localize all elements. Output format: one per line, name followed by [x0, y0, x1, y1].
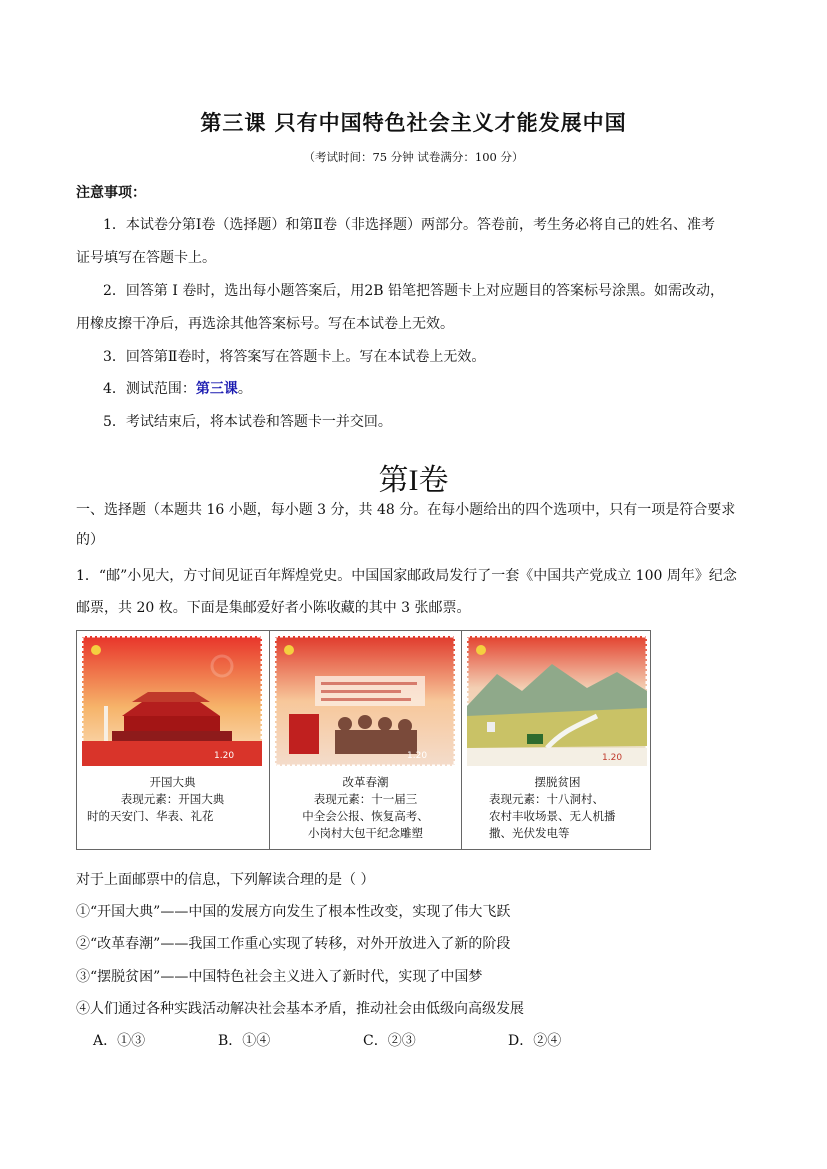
notice-4: [103, 378, 252, 398]
stamp-name: 开国大典: [149, 775, 196, 789]
test-scope: 第三课: [195, 381, 238, 397]
stamp-caption-2: [270, 774, 461, 842]
notice-3: 3．回答第Ⅱ卷时，将答案写在答题卡上。写在本试卷上无效。: [103, 349, 486, 365]
stamp-caption-1: [77, 774, 268, 825]
exam-info: （考试时间：75 分钟 试卷满分：100 分）: [303, 150, 524, 164]
stamp-desc-line: 小岗村大包干纪念雕塑: [308, 826, 423, 840]
stamp-cell-3: [461, 631, 653, 849]
stamp-desc-line: 中全会公报、恢复高考、: [302, 809, 429, 823]
stamp-desc-line: 农村丰收场景、无人机播: [489, 809, 616, 823]
stamp-image-reform: [275, 636, 455, 766]
stamp-name: 改革春潮: [342, 775, 389, 789]
option-c[interactable]: C．②③: [363, 1033, 416, 1049]
stamp-image-tiananmen: [82, 636, 262, 766]
option-a[interactable]: A．①③: [93, 1033, 146, 1049]
stamp-desc-line: 表现元素：开国大典: [120, 792, 225, 806]
notice-2a: 2．回答第 Ⅰ 卷时，选出每小题答案后，用2B 铅笔把答题卡上对应题目的答案标号涂黑。如需改动，: [103, 283, 724, 299]
notice-4-label: 4．测试范围：: [103, 381, 196, 397]
statement-2: ②“改革春潮”——我国工作重心实现了转移，对外开放进入了新的阶段: [76, 936, 511, 952]
notice-heading: 注意事项：: [76, 185, 146, 201]
stamp-name: 摆脱贫困: [534, 775, 581, 789]
stamp-denomination: 1.20: [214, 751, 235, 761]
q1-stem-1: 1．“邮”小见大，方寸间见证百年辉煌党史。中国国家邮政局发行了一套《中国共产党成立 100 周年》纪念: [76, 568, 737, 584]
stamp-denomination: 1.20: [407, 751, 428, 761]
stamp-cell-2: [269, 631, 461, 849]
statement-1: ①“开国大典”——中国的发展方向发生了根本性改变，实现了伟大飞跃: [76, 904, 511, 920]
section-title: 第I卷: [378, 464, 449, 497]
notice-1b: 证号填写在答题卡上。: [76, 250, 216, 266]
notice-2b: 用橡皮擦干净后，再选涂其他答案标号。写在本试卷上无效。: [76, 316, 454, 332]
q1-stem-2: 邮票，共 20 枚。下面是集邮爱好者小陈收藏的其中 3 张邮票。: [76, 600, 471, 616]
stamp-desc-line: 撒、光伏发电等: [489, 826, 570, 840]
part1-instruction-2: 的）: [76, 532, 104, 548]
stamp-denomination: 1.20: [602, 753, 623, 763]
statement-4: ④人们通过各种实践活动解决社会基本矛盾，推动社会由低级向高级发展: [76, 1001, 524, 1017]
part1-instruction-1: 一、选择题（本题共 16 小题，每小题 3 分，共 48 分。在每小题给出的四个选项中，只有一项是符合要求: [76, 502, 736, 518]
notice-1a: 1．本试卷分第Ⅰ卷（选择题）和第Ⅱ卷（非选择题）两部分。答卷前，考生务必将自己的姓名、准考: [103, 217, 715, 233]
notice-4-suffix: 。: [237, 381, 252, 397]
stamp-image-poverty: [467, 636, 647, 766]
page-title: 第三课 只有中国特色社会主义才能发展中国: [200, 110, 627, 135]
statement-3: ③“摆脱贫困”——中国特色社会主义进入了新时代，实现了中国梦: [76, 969, 483, 985]
stamp-desc-line: 表现元素：十一届三: [313, 792, 418, 806]
stamp-cell-1: [77, 631, 268, 849]
q1-question: 对于上面邮票中的信息，下列解读合理的是（ ）: [76, 872, 375, 888]
answer-options: [0, 1030, 827, 1050]
stamp-table: [76, 630, 651, 850]
stamp-caption-3: [462, 774, 653, 842]
stamp-desc-line: 时的天安门、华表、礼花: [87, 809, 214, 823]
option-b[interactable]: B．①④: [218, 1033, 271, 1049]
option-d[interactable]: D．②④: [508, 1033, 562, 1049]
notice-5: 5．考试结束后，将本试卷和答题卡一并交回。: [103, 414, 392, 430]
stamp-desc-line: 表现元素：十八洞村、: [489, 792, 604, 806]
